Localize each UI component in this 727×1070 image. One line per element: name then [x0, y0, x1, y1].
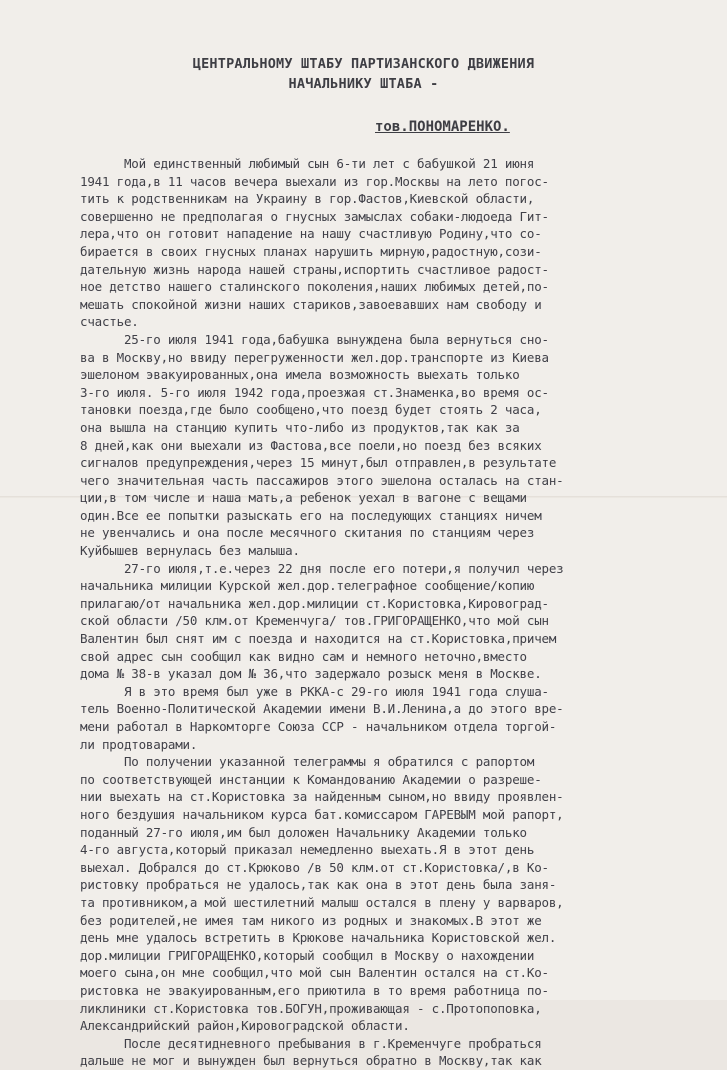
- body-line: счастье.: [80, 314, 139, 330]
- body-line: день мне удалось встретить в Крюкове начальника Користовской жел.: [80, 930, 557, 946]
- body-line: чего значительная часть пассажиров этого эшелона осталась на стан-: [80, 472, 564, 488]
- body-line: По получении указанной телеграммы я обратился с рапортом: [80, 754, 535, 770]
- body-line: по соответствующей инстанции к Командованию Академии о разреше-: [80, 771, 542, 787]
- header-line-1: ЦЕНТРАЛЬНОМУ ШТАБУ ПАРТИЗАНСКОГО ДВИЖЕНИЯ: [192, 56, 535, 72]
- body-line: 25-го июля 1941 года,бабушка вынуждена была вернуться сно-: [80, 331, 549, 347]
- body-line: мени работал в Наркомторге Союза ССР - начальником отдела торгой-: [80, 719, 557, 734]
- recipient-name: тов.ПОНОМАРЕНКО.: [375, 119, 510, 135]
- body-line: один.Все ее попытки разыскать его на последующих станциях ничем: [80, 507, 542, 523]
- letter-header: [0, 54, 727, 94]
- body-line: тель Военно-Политической Академии имени В.И.Ленина,а до этого вре-: [80, 701, 564, 717]
- body-line: ристовку пробраться не удалось,так как она в этот день была заня-: [80, 877, 557, 893]
- body-line: моего сына,он мне сообщил,что мой сын Валентин остался на ст.Ко-: [80, 965, 549, 981]
- body-line: ное детство нашего сталинского поколения,наших любимых детей,по-: [80, 279, 549, 295]
- body-line: мешать спокойной жизни наших стариков,завоевавших нам свободу и: [80, 296, 542, 312]
- header-line-2: НАЧАЛЬНИКУ ШТАБА -: [288, 76, 439, 92]
- body-line: дор.милиции ГРИГОРАЩЕНКО,который сообщил в Москву о нахождении: [80, 947, 535, 963]
- body-line: Мой единственный любимый сын 6-ти лет с бабушкой 21 июня: [80, 156, 535, 171]
- body-line: сигналов предупреждения,через 15 минут,был отправлен,в результате: [80, 455, 557, 471]
- body-line: После десятидневного пребывания в г.Кременчуге пробраться: [80, 1035, 542, 1051]
- body-line: Валентин был снят им с поезда и находится на ст.Користовка,причем: [80, 631, 557, 647]
- body-line: 8 дней,как они выехали из Фастова,все поели,но поезд без всяких: [80, 437, 542, 453]
- body-line: 1941 года,в 11 часов вечера выехали из гор.Москвы на лето погос-: [80, 173, 549, 189]
- body-line: дальше не мог и вынужден был вернуться обратно в Москву,так как: [80, 1053, 542, 1069]
- body-line: лера,что он готовит нападение на нашу счастливую Родину,что со-: [80, 226, 542, 242]
- body-line: без родителей,не имея там никого из родных и знакомых.В этот же: [80, 912, 542, 928]
- body-line: та противником,а мой шестилетний малыш остался в плену у варваров,: [80, 894, 564, 910]
- body-line: Я в это время был уже в РККА-с 29-го июля 1941 года слуша-: [80, 683, 549, 699]
- body-line: не увенчались и она после месячного скитания по станциям через: [80, 525, 535, 541]
- body-line: она вышла на станцию купить что-либо из продуктов,так как за: [80, 419, 520, 435]
- body-line: дательную жизнь народа нашей страны,испортить счастливое радост-: [80, 261, 549, 277]
- body-line: ской области /50 клм.от Кременчуга/ тов.ГРИГОРАЩЕНКО,что мой сын: [80, 613, 549, 629]
- body-line: 27-го июля,т.е.через 22 дня после его потери,я получил через: [80, 560, 564, 576]
- body-line: эшелоном эвакуированных,она имела возможность выехать только: [80, 367, 520, 383]
- body-line: дома № 38-в указал дом № 36,что задержало розыск меня в Москве.: [80, 666, 542, 682]
- body-line: 3-го июля. 5-го июля 1942 года,проезжая ст.Знаменка,во время ос-: [80, 384, 549, 400]
- body-line: тановки поезда,где было сообщено,что поезд будет стоять 2 часа,: [80, 402, 542, 418]
- body-line: ли продтоварами.: [80, 736, 198, 752]
- body-line: бирается в своих гнусных планах нарушить мирную,радостную,сози-: [80, 243, 542, 259]
- body-line: ного бездушия начальником курса бат.комиссаром ГАРЕВЫМ мой рапорт,: [80, 806, 564, 822]
- body-line: совершенно не предполагая о гнусных замыслах собаки-людоеда Гит-: [80, 208, 549, 224]
- letter-body: [80, 155, 706, 1070]
- body-line: Куйбышев вернулась без малыша.: [80, 543, 300, 559]
- body-line: Александрийский район,Кировоградской области.: [80, 1018, 410, 1034]
- body-line: ции,в том числе и наша мать,а ребенок уехал в вагоне с вещами: [80, 490, 527, 506]
- body-line: поданный 27-го июля,им был доложен Начальнику Академии только: [80, 824, 527, 840]
- body-line: выехал. Добрался до ст.Крюково /в 50 клм.от ст.Користовка/,в Ко-: [80, 859, 549, 875]
- body-line: нии выехать на ст.Користовка за найденным сыном,но ввиду проявлен-: [80, 789, 564, 805]
- body-line: ликлиники ст.Користовка тов.БОГУН,проживающая - с.Протопоповка,: [80, 1000, 542, 1016]
- body-line: начальника милиции Курской жел.дор.телеграфное сообщение/копию: [80, 578, 535, 594]
- body-line: 4-го августа,который приказал немедленно выехать.Я в этот день: [80, 842, 535, 858]
- body-line: ва в Москву,но ввиду перегруженности жел.дор.транспорте из Киева: [80, 349, 549, 365]
- body-line: ристовка не эвакуированным,его приютила в то время работница по-: [80, 982, 549, 998]
- body-line: свой адрес сын сообщил как видно сам и немного неточно,вместо: [80, 648, 527, 664]
- body-line: прилагаю/от начальника жел.дор.милиции ст.Користовка,Кировоград-: [80, 595, 549, 611]
- body-line: тить к родственникам на Украину в гор.Фастов,Киевской области,: [80, 191, 535, 207]
